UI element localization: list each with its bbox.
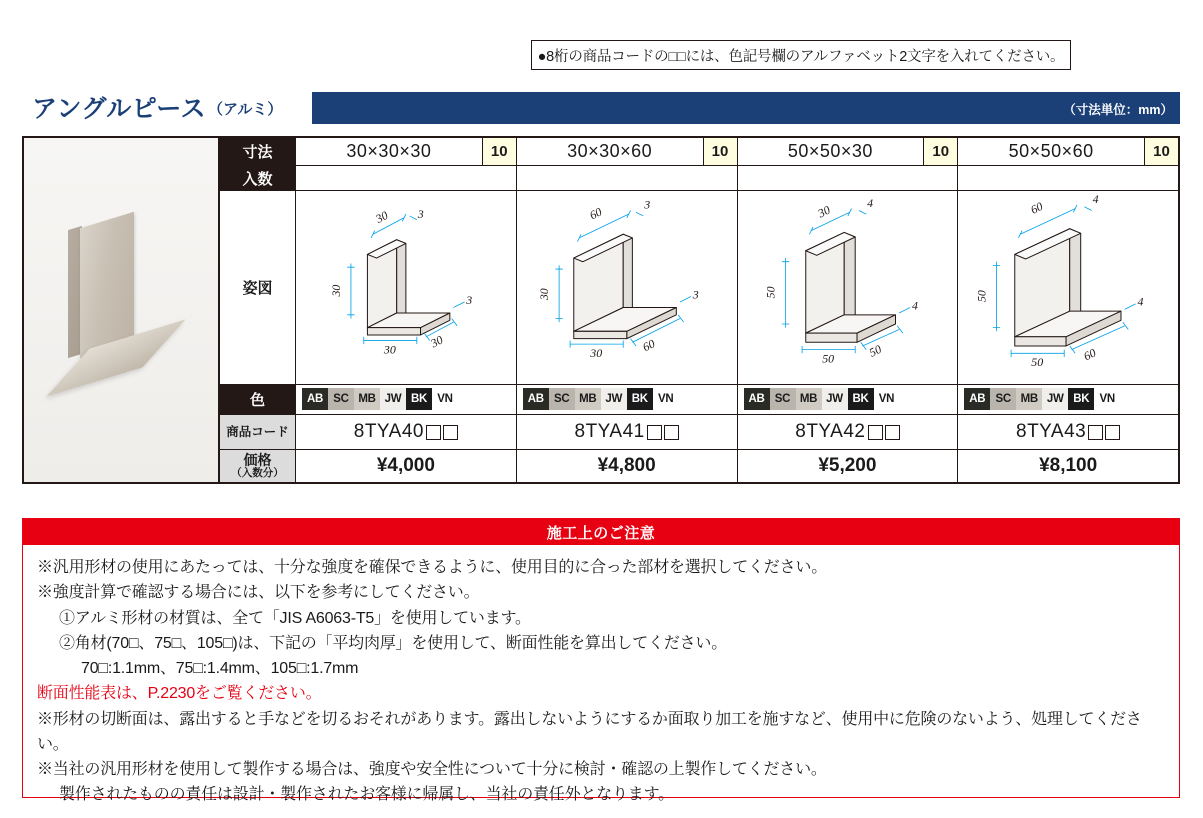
svg-text:3: 3 bbox=[466, 293, 473, 308]
price-value: ¥4,000 bbox=[376, 455, 435, 477]
product-photo bbox=[24, 138, 220, 482]
price-cell-1 bbox=[296, 450, 517, 482]
quantity-blank-1 bbox=[296, 166, 517, 191]
color-swatch-mb: MB bbox=[354, 388, 380, 410]
drawing-cell-2 bbox=[517, 191, 738, 384]
product-code: 8TYA41 bbox=[574, 421, 645, 443]
row-header-price-sublabel: （入数分） bbox=[231, 467, 284, 480]
quantity-value: 10 bbox=[703, 138, 737, 165]
angle-piece-drawing-1 bbox=[296, 191, 516, 384]
color-swatch-vn: VN bbox=[1094, 388, 1120, 410]
column-4 bbox=[958, 138, 1178, 165]
page-title-sub: （アルミ） bbox=[208, 101, 283, 118]
dimension-value: 50×50×60 bbox=[1008, 140, 1094, 161]
row-header-price-label: 価格 bbox=[243, 451, 272, 468]
table-row-code bbox=[220, 415, 1178, 451]
quantity-blank-3 bbox=[738, 166, 959, 191]
svg-text:60: 60 bbox=[587, 204, 604, 223]
color-swatch-vn: VN bbox=[432, 388, 458, 410]
unit-note: （寸法単位：mm） bbox=[1063, 103, 1173, 117]
svg-text:50: 50 bbox=[1031, 355, 1044, 370]
quantity-blank-2 bbox=[517, 166, 738, 191]
color-swatch-ab: AB bbox=[302, 388, 328, 410]
svg-text:4: 4 bbox=[866, 196, 873, 211]
dimension-value: 50×50×30 bbox=[787, 140, 873, 161]
quantity-blank-4 bbox=[958, 166, 1178, 191]
code-cell-4 bbox=[958, 415, 1178, 450]
price-value: ¥4,800 bbox=[597, 455, 656, 477]
caution-heading: 施工上のご注意 bbox=[23, 519, 1179, 545]
row-header-price bbox=[220, 450, 296, 482]
caution-line-8: 製作されたものの責任は設計・製作されたお客様に帰属し、当社の責任外となります。 bbox=[59, 786, 674, 804]
dimension-value: 30×30×30 bbox=[346, 140, 432, 161]
caution-body bbox=[23, 545, 1179, 808]
table-row-color bbox=[220, 385, 1178, 415]
color-swatch-bk: BK bbox=[848, 388, 874, 410]
dimension-value: 30×30×60 bbox=[567, 140, 653, 161]
color-swatch-sc: SC bbox=[549, 388, 575, 410]
caution-line-4: ②角材(70□、75□、105□)は、下記の「平均肉厚」を使用して、断面性能を算出してください。 bbox=[59, 634, 728, 652]
color-swatch-vn: VN bbox=[874, 388, 900, 410]
table-row-dimension bbox=[220, 138, 1178, 166]
page-title: アングルピース bbox=[32, 95, 207, 123]
svg-text:50: 50 bbox=[821, 351, 834, 366]
column-2 bbox=[517, 138, 738, 165]
color-cell-1 bbox=[296, 385, 517, 414]
color-cell-4 bbox=[958, 385, 1178, 414]
quantity-value: 10 bbox=[923, 138, 957, 165]
code-placeholder-square bbox=[1088, 425, 1103, 440]
code-placeholder-square bbox=[426, 425, 441, 440]
color-swatch-jw: JW bbox=[380, 388, 406, 410]
svg-text:50: 50 bbox=[866, 342, 884, 361]
svg-text:3: 3 bbox=[692, 287, 699, 302]
drawing-cell-3 bbox=[738, 191, 959, 384]
table-row-drawing bbox=[220, 191, 1178, 385]
svg-text:30: 30 bbox=[815, 203, 832, 221]
angle-piece-drawing-3 bbox=[738, 191, 958, 384]
price-value: ¥8,100 bbox=[1039, 455, 1098, 477]
svg-text:4: 4 bbox=[911, 298, 918, 313]
angle-piece-drawing-4 bbox=[958, 191, 1178, 384]
code-placeholder-square bbox=[647, 425, 662, 440]
caution-line-1: ※汎用形材の使用にあたっては、十分な強度を確保できるように、使用目的に合った部材を選択してください。 bbox=[37, 559, 828, 576]
color-swatch-sc: SC bbox=[328, 388, 354, 410]
svg-text:30: 30 bbox=[383, 342, 396, 357]
code-cell-3 bbox=[738, 415, 959, 450]
caution-red-line: 断面性能表は、P.2230をご覧ください。 bbox=[37, 685, 322, 703]
product-code: 8TYA43 bbox=[1016, 421, 1087, 443]
row-header-code-label: 商品コード bbox=[226, 424, 289, 439]
code-placeholder-square bbox=[664, 425, 679, 440]
svg-text:30: 30 bbox=[536, 288, 551, 301]
column-1 bbox=[296, 138, 517, 165]
color-cell-3 bbox=[738, 385, 959, 414]
svg-text:60: 60 bbox=[640, 336, 657, 355]
svg-text:60: 60 bbox=[1081, 345, 1099, 364]
color-swatch-bk: BK bbox=[627, 388, 653, 410]
color-swatch-vn: VN bbox=[653, 388, 679, 410]
caution-box bbox=[22, 518, 1180, 804]
product-photo-image bbox=[24, 138, 218, 482]
code-placeholder-square bbox=[443, 425, 458, 440]
svg-text:60: 60 bbox=[1028, 199, 1046, 218]
color-swatch-mb: MB bbox=[575, 388, 601, 410]
color-swatch-mb: MB bbox=[1016, 388, 1042, 410]
row-header-quantity: 入数 bbox=[220, 166, 296, 191]
caution-line-7: ※当社の汎用形材を使用して製作する場合は、強度や安全性について十分に検討・確認の上製作してください。 bbox=[37, 761, 827, 779]
row-header-code bbox=[220, 415, 296, 450]
color-swatch-ab: AB bbox=[744, 388, 770, 410]
drawing-cell-4 bbox=[958, 191, 1178, 384]
drawing-cell-1 bbox=[296, 191, 517, 384]
color-swatch-mb: MB bbox=[796, 388, 822, 410]
price-cell-3 bbox=[738, 450, 959, 482]
code-placeholder-square bbox=[885, 425, 900, 440]
row-header-color: 色 bbox=[220, 385, 296, 414]
caution-line-5: 70□:1.1mm、75□:1.4mm、105□:1.7mm bbox=[81, 660, 359, 678]
color-swatch-sc: SC bbox=[770, 388, 796, 410]
caution-line-6: ※形材の切断面は、露出すると手などを切るおそれがあります。露出しないようにするか面取り加工を施すなど、使用中に危険のないよう、処理してください。 bbox=[37, 710, 1142, 753]
product-code: 8TYA42 bbox=[795, 421, 866, 443]
svg-text:3: 3 bbox=[644, 198, 650, 213]
svg-text:50: 50 bbox=[974, 290, 989, 303]
color-swatch-bk: BK bbox=[1068, 388, 1094, 410]
svg-text:30: 30 bbox=[373, 208, 391, 227]
color-swatch-jw: JW bbox=[822, 388, 848, 410]
color-swatch-sc: SC bbox=[990, 388, 1016, 410]
svg-text:4: 4 bbox=[1137, 295, 1144, 310]
color-swatch-ab: AB bbox=[523, 388, 549, 410]
price-cell-4 bbox=[958, 450, 1178, 482]
svg-text:30: 30 bbox=[428, 332, 446, 351]
row-header-dimension: 寸法 bbox=[220, 138, 296, 165]
angle-piece-drawing-2 bbox=[517, 191, 737, 384]
title-tab bbox=[22, 92, 312, 124]
svg-text:4: 4 bbox=[1092, 192, 1099, 207]
table-row-price bbox=[220, 450, 1178, 482]
spec-table-container bbox=[22, 136, 1180, 484]
svg-text:3: 3 bbox=[417, 207, 424, 222]
code-placeholder-square bbox=[868, 425, 883, 440]
price-value: ¥5,200 bbox=[818, 455, 877, 477]
photo-shape-vertical bbox=[80, 212, 134, 359]
code-placeholder-square bbox=[1105, 425, 1120, 440]
table-row-quantity bbox=[220, 166, 1178, 192]
caution-line-3: ①アルミ形材の材質は、全て「JIS A6063-T5」を使用しています。 bbox=[59, 609, 531, 627]
color-swatch-jw: JW bbox=[601, 388, 627, 410]
row-header-drawing: 姿図 bbox=[220, 191, 296, 384]
color-swatch-ab: AB bbox=[964, 388, 990, 410]
svg-text:30: 30 bbox=[328, 285, 343, 297]
quantity-value: 10 bbox=[482, 138, 516, 165]
color-cell-2 bbox=[517, 385, 738, 414]
price-cell-2 bbox=[517, 450, 738, 482]
color-swatch-bk: BK bbox=[406, 388, 432, 410]
product-code: 8TYA40 bbox=[353, 421, 424, 443]
top-notice: ●8桁の商品コードの□□には、色記号欄のアルファベット2文字を入れてください。 bbox=[531, 40, 1071, 70]
column-3 bbox=[738, 138, 959, 165]
svg-text:50: 50 bbox=[763, 286, 778, 299]
spec-table bbox=[220, 138, 1178, 482]
color-swatch-jw: JW bbox=[1042, 388, 1068, 410]
code-cell-1 bbox=[296, 415, 517, 450]
svg-text:30: 30 bbox=[590, 346, 602, 361]
quantity-value: 10 bbox=[1144, 138, 1178, 165]
caution-line-2: ※強度計算で確認する場合には、以下を参考にしてください。 bbox=[37, 584, 480, 602]
code-cell-2 bbox=[517, 415, 738, 450]
